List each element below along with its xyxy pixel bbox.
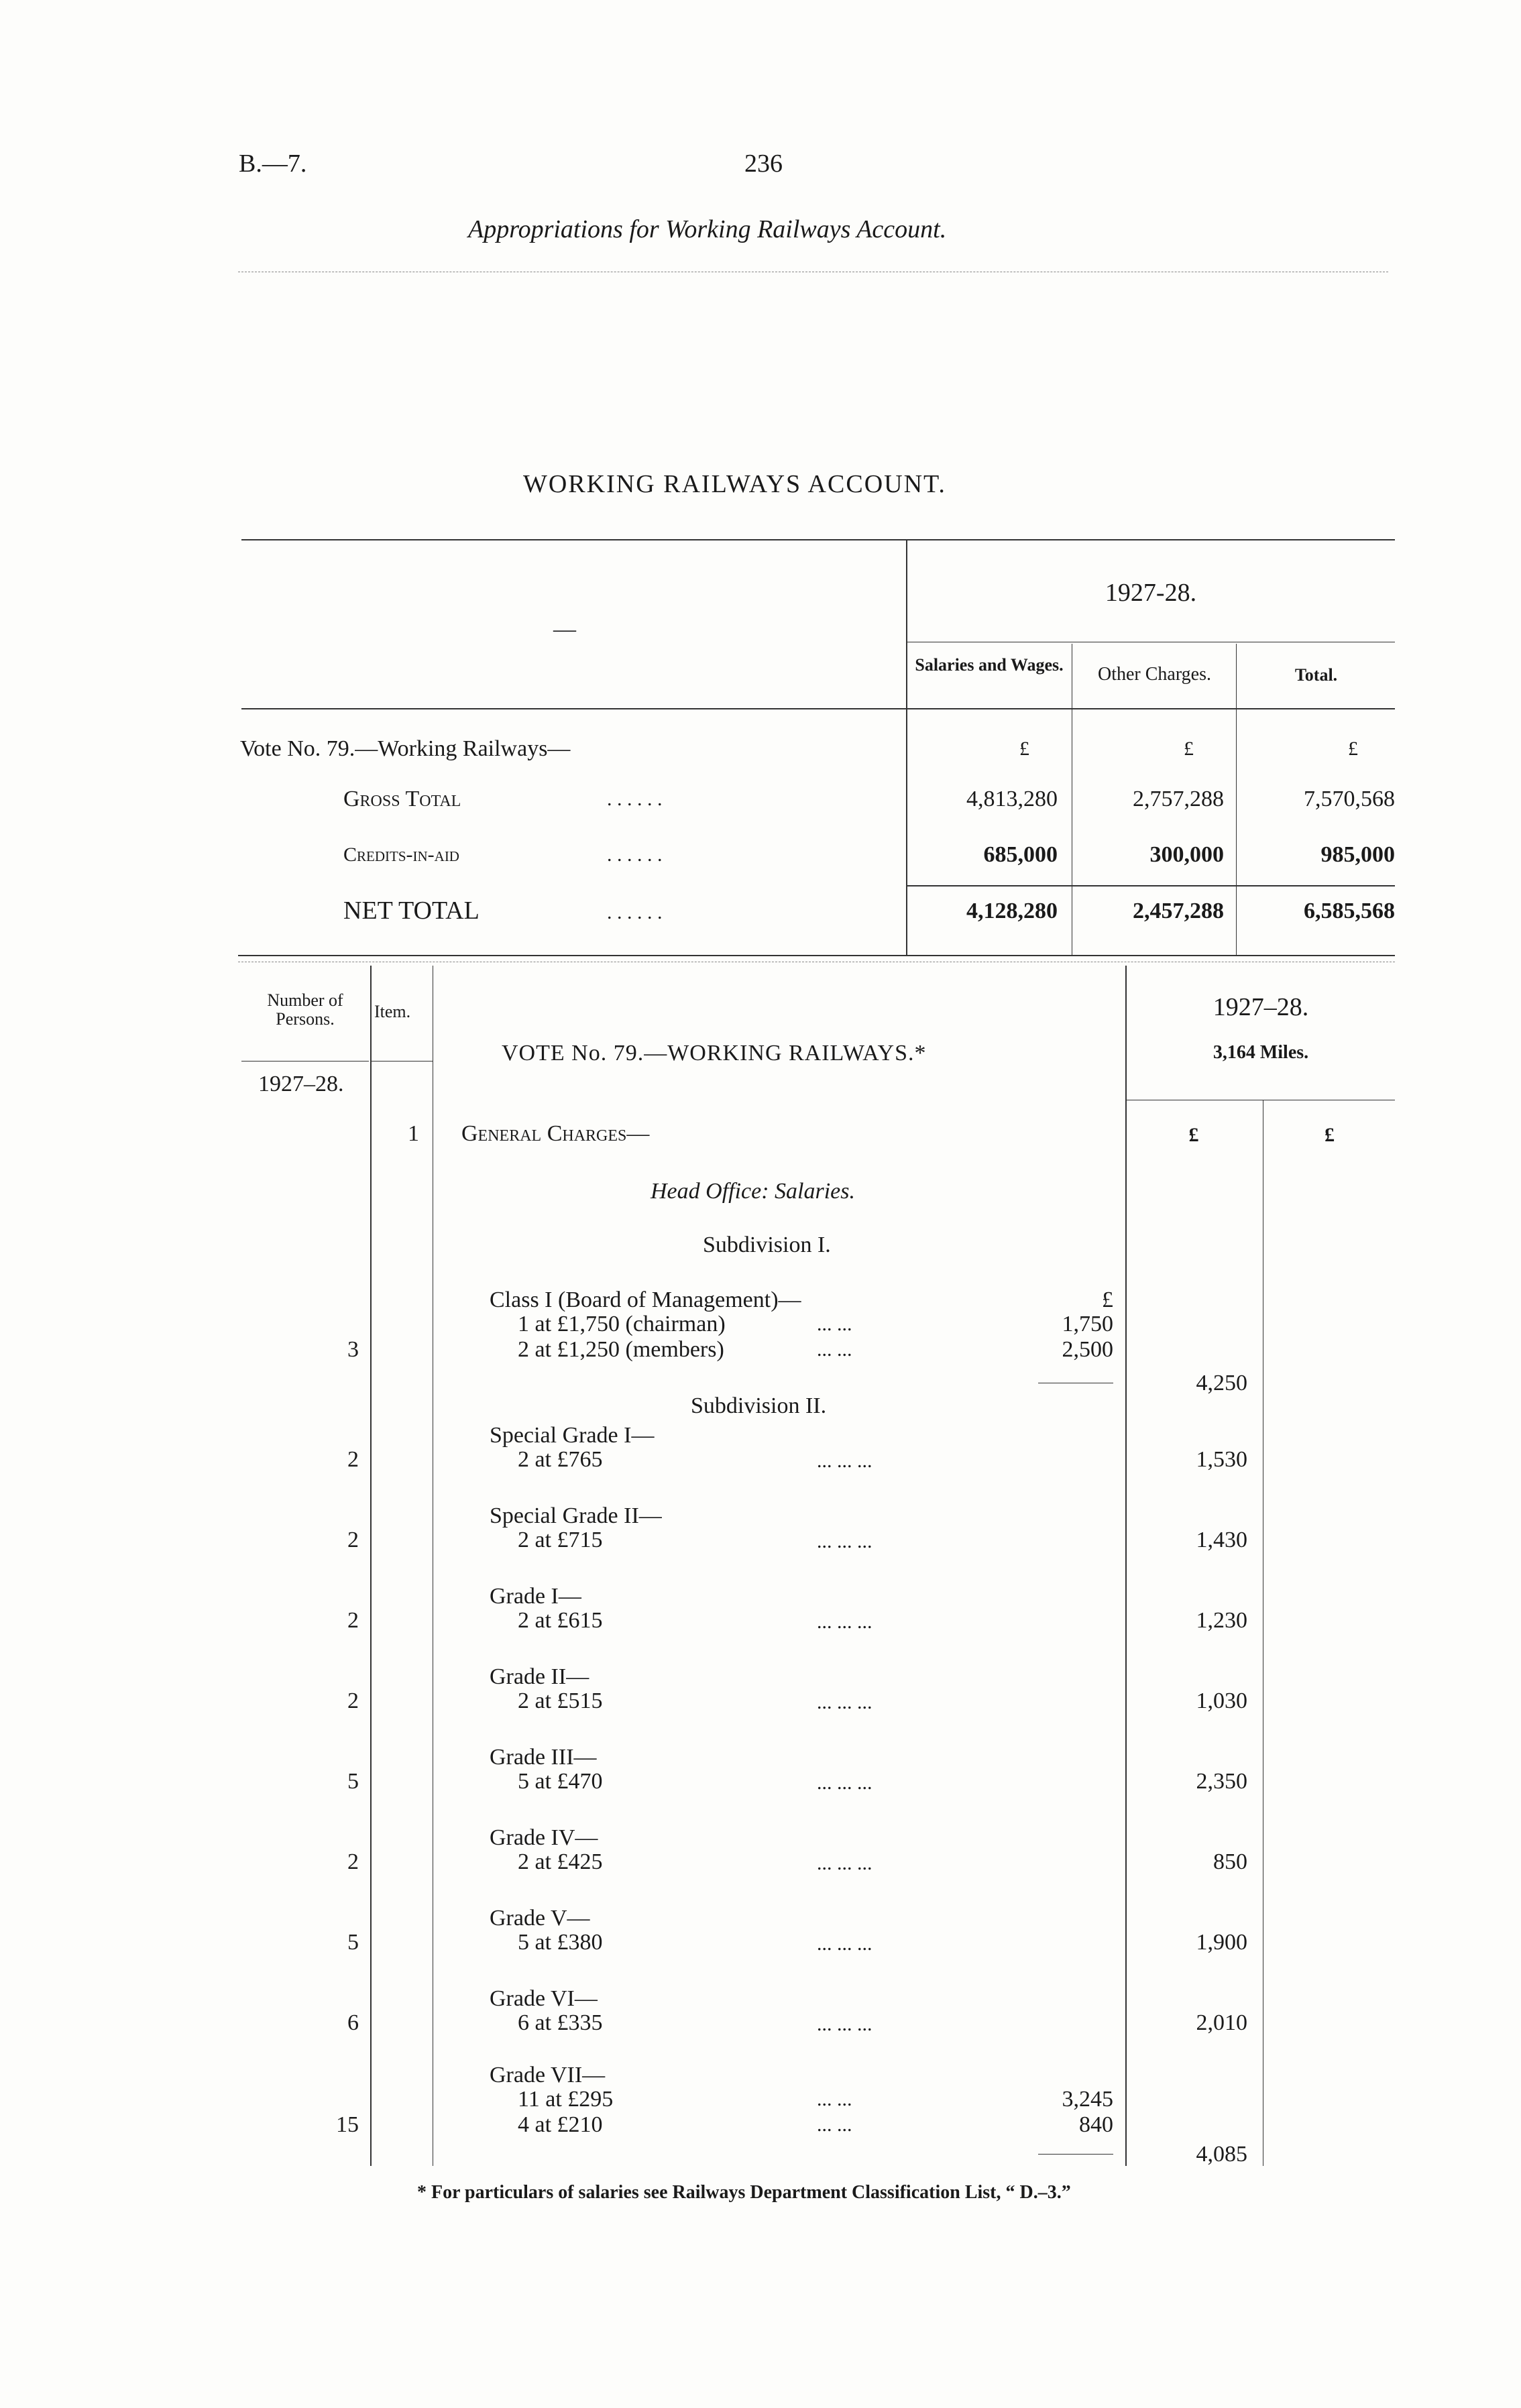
grade-name: Special Grade II— [490, 1503, 662, 1528]
class-total: 4,250 [1196, 1371, 1247, 1395]
grade-detail: 6 at £335 [518, 2010, 603, 2035]
salary-line: 4 at £210 [518, 2112, 603, 2137]
column-header-item: Item. [374, 1002, 411, 1021]
net-salaries: 4,128,280 [966, 899, 1058, 923]
vote-title: VOTE No. 79.—WORKING RAILWAYS.* [502, 1041, 927, 1066]
grade-amount: 1,030 [1196, 1688, 1247, 1713]
dot-leaders: ... ... ... [817, 1772, 872, 1794]
subdivision-heading: Subdivision I. [703, 1232, 831, 1257]
credits-total: 985,000 [1320, 842, 1395, 867]
class-label: Class I (Board of Management)— [490, 1287, 801, 1312]
grade-detail: 2 at £715 [518, 1528, 603, 1552]
dot-leaders: ... ... ... [817, 1450, 872, 1472]
dot-leaders: ... ... [817, 1338, 852, 1361]
grade-detail: 2 at £425 [518, 1849, 603, 1874]
gross-other: 2,757,288 [1133, 787, 1224, 811]
page-number: 236 [744, 150, 783, 178]
summary-row-label: NET TOTAL [343, 897, 480, 925]
column-header-rule [241, 708, 1395, 709]
subdivision-heading: Subdivision II. [691, 1393, 827, 1418]
column-header-other-charges: Other Charges. [1098, 664, 1211, 685]
dot-leaders: . . . . . . [607, 788, 663, 810]
line-amount: 1,750 [1062, 1312, 1113, 1336]
salary-line: 11 at £295 [518, 2087, 614, 2112]
document-reference: B.—7. [239, 150, 307, 178]
persons-count: 15 [336, 2112, 359, 2137]
persons-count: 2 [347, 1528, 359, 1552]
grade-total: 4,085 [1196, 2142, 1247, 2167]
credits-other: 300,000 [1149, 842, 1224, 867]
gross-total: 7,570,568 [1304, 787, 1395, 811]
dot-leaders: ... ... [817, 2088, 852, 2110]
persons-header-rule [241, 1061, 369, 1062]
grade-amount: 1,230 [1196, 1608, 1247, 1633]
persons-count: 5 [347, 1930, 359, 1955]
currency-salaries: £ [1019, 738, 1029, 760]
summary-stub-dash: — [553, 617, 576, 642]
grade-detail: 5 at £380 [518, 1930, 603, 1955]
grade-name: Grade I— [490, 1584, 581, 1609]
dot-leaders: ... ... ... [817, 1611, 872, 1633]
summary-title: WORKING RAILWAYS ACCOUNT. [523, 470, 946, 498]
subheading: Head Office: Salaries. [651, 1179, 855, 1204]
subtotal-rule [1038, 2154, 1113, 2155]
dot-leaders: ... ... ... [817, 2013, 872, 2035]
item-header-rule [371, 1061, 433, 1062]
grade-detail: 2 at £515 [518, 1688, 603, 1713]
summary-bottom-rule [238, 955, 1395, 956]
grade-amount: 1,900 [1196, 1930, 1247, 1955]
dot-leaders: ... ... [817, 2114, 852, 2136]
persons-count: 5 [347, 1769, 359, 1794]
grade-name: Grade II— [490, 1664, 589, 1689]
dot-leaders: ... ... ... [817, 1933, 872, 1955]
grade-name: Grade VI— [490, 1986, 598, 2011]
grade-detail: 2 at £765 [518, 1447, 603, 1472]
item-number: 1 [408, 1121, 419, 1146]
footnote: * For particulars of salaries see Railways Department Classification List, “ D.–3.” [417, 2182, 1071, 2203]
salary-line: 2 at £1,250 (members) [518, 1337, 724, 1362]
dot-leaders: ... ... ... [817, 1852, 872, 1874]
amount-currency: £ [1102, 1287, 1113, 1312]
dot-leaders: ... ... ... [817, 1691, 872, 1713]
grade-name: Grade III— [490, 1745, 597, 1770]
persons-count: 2 [347, 1849, 359, 1874]
persons-count: 3 [347, 1337, 359, 1362]
grade-amount: 850 [1213, 1849, 1247, 1874]
persons-year: 1927–28. [258, 1072, 344, 1096]
detail-year: 1927–28. [1213, 993, 1309, 1021]
currency-other: £ [1184, 738, 1194, 760]
dot-leaders: ... ... [817, 1313, 852, 1335]
vote-label: Vote No. 79.—Working Railways— [240, 736, 571, 761]
line-amount: 2,500 [1062, 1337, 1113, 1362]
grade-amount: 1,530 [1196, 1447, 1247, 1472]
currency-label: £ [1325, 1124, 1335, 1146]
running-title: Appropriations for Working Railways Account. [468, 215, 947, 243]
grade-detail: 5 at £470 [518, 1769, 603, 1794]
section-heading: General Charges— [461, 1121, 650, 1146]
gross-salaries: 4,813,280 [966, 787, 1058, 811]
summary-year: 1927-28. [1105, 579, 1197, 607]
summary-top-rule [241, 539, 1395, 540]
grade-detail: 2 at £615 [518, 1608, 603, 1633]
grade-amount: 1,430 [1196, 1528, 1247, 1552]
net-total: 6,585,568 [1304, 899, 1395, 923]
summary-row-label: Gross Total [343, 787, 461, 811]
dot-leaders: . . . . . . [607, 901, 663, 923]
net-other: 2,457,288 [1133, 899, 1224, 923]
dot-leaders: . . . . . . [607, 844, 663, 866]
miles: 3,164 Miles. [1213, 1042, 1309, 1063]
summary-row-label: Credits-in-aid [343, 844, 459, 866]
salary-line: 1 at £1,750 (chairman) [518, 1312, 726, 1336]
persons-count: 2 [347, 1688, 359, 1713]
persons-count: 6 [347, 2010, 359, 2035]
summary-divider [1236, 644, 1237, 956]
column-header-salaries: Salaries and Wages. [915, 655, 1064, 675]
dot-leaders: ... ... ... [817, 1530, 872, 1552]
column-header-total: Total. [1294, 665, 1338, 685]
persons-count: 2 [347, 1608, 359, 1633]
grade-name: Grade V— [490, 1906, 590, 1931]
grade-name: Grade VII— [490, 2063, 606, 2087]
credits-salaries: 685,000 [983, 842, 1058, 867]
grade-amount: 2,350 [1196, 1769, 1247, 1794]
grade-name: Special Grade I— [490, 1423, 655, 1448]
grade-amount: 2,010 [1196, 2010, 1247, 2035]
line-amount: 3,245 [1062, 2087, 1113, 2112]
column-header-persons: Number of Persons. [267, 990, 343, 1029]
persons-count: 2 [347, 1447, 359, 1472]
grade-name: Grade IV— [490, 1825, 598, 1850]
currency-total: £ [1348, 738, 1358, 760]
subtotal-rule [907, 885, 1395, 886]
line-amount: 840 [1079, 2112, 1113, 2137]
persons-divider [370, 966, 372, 2166]
currency-label: £ [1188, 1124, 1199, 1146]
